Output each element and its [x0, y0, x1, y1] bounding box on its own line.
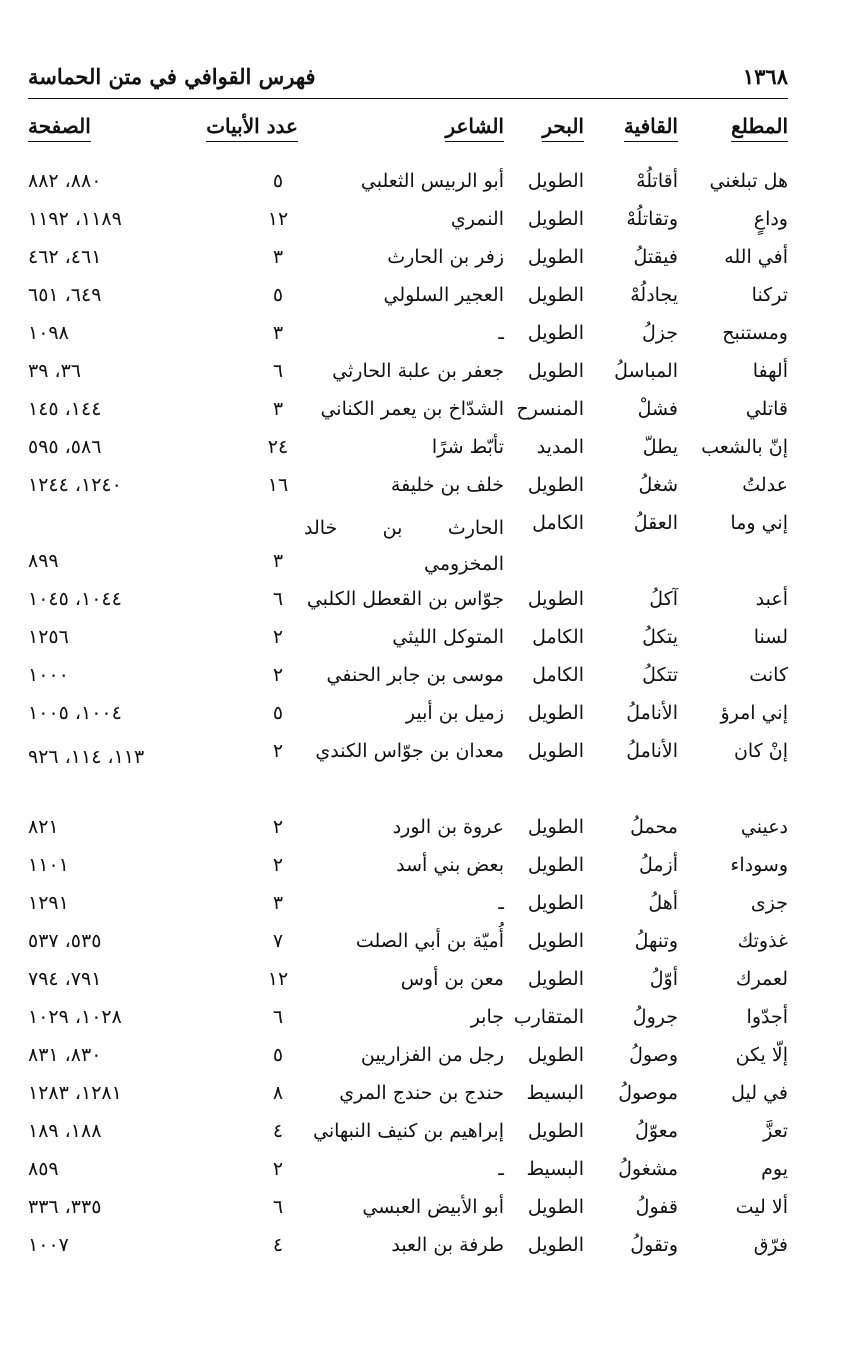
table-row [28, 624, 788, 662]
cell-matla: تعزَّ [763, 1120, 788, 1142]
cell-matla: تركنا [751, 284, 788, 306]
cell-matla: قاتلي [745, 398, 788, 420]
cell-matla: ومستنبح [722, 322, 788, 344]
cell-qafiya: أزملُ [638, 854, 678, 876]
cell-shaer: أبو الربيس الثعلبي [360, 170, 504, 192]
cell-shaer: بعض بني أسد [396, 854, 504, 876]
cell-bahr: الطويل [527, 816, 584, 838]
table-row [28, 396, 788, 434]
cell-bahr: البسيط [526, 1082, 584, 1104]
cell-bahr: الطويل [527, 1234, 584, 1256]
cell-count: ١٢ [267, 968, 289, 990]
cell-matla: إني امرؤ [720, 702, 788, 724]
table-row [28, 1118, 788, 1156]
cell-qafiya: يجادلُهْ [630, 284, 678, 306]
cell-shaer: ـ [498, 892, 504, 914]
cell-matla: غذوتك [737, 930, 788, 952]
cell-page: ٣٦، ٣٩ [28, 360, 82, 382]
cell-matla: هل تبلغني [709, 170, 788, 192]
cell-bahr: المتقارب [513, 1006, 584, 1028]
table-row [28, 472, 788, 510]
cell-bahr: الطويل [527, 588, 584, 610]
cell-count: ٥ [272, 170, 284, 192]
cell-bahr: الطويل [527, 702, 584, 724]
cell-count: ٢ [272, 1158, 284, 1180]
cell-shaer: ـ [498, 1158, 504, 1180]
cell-count: ٣ [272, 550, 284, 572]
cell-count: ٣ [272, 322, 284, 344]
cell-shaer: زفر بن الحارث [387, 246, 504, 268]
cell-matla: إني وما [730, 512, 788, 534]
cell-bahr: الطويل [527, 170, 584, 192]
cell-page: ١٢٨١، ١٢٨٣ [28, 1082, 122, 1104]
table-row [28, 662, 788, 700]
page-number: ١٣٦٨ [742, 64, 788, 89]
cell-bahr: الكامل [532, 626, 584, 648]
cell-shaer: الشدّاخ بن يعمر الكناني [320, 398, 504, 420]
cell-page: ١٢٥٦ [28, 626, 69, 648]
cell-bahr: الكامل [532, 512, 584, 534]
cell-bahr: البسيط [526, 1158, 584, 1180]
cell-count: ٢ [272, 854, 284, 876]
cell-count: ٦ [272, 588, 284, 610]
cell-page: ٤٦١، ٤٦٢ [28, 246, 102, 268]
cell-bahr: الطويل [527, 1044, 584, 1066]
cell-shaer: جوّاس بن القعطل الكلبي [306, 588, 504, 610]
cell-qafiya: وصولُ [629, 1044, 678, 1066]
table-header [28, 114, 788, 150]
cell-count: ٢ [272, 664, 284, 686]
cell-count: ٣ [272, 246, 284, 268]
table-row [28, 1194, 788, 1232]
cell-count: ٥ [272, 284, 284, 306]
table-row [28, 244, 788, 282]
cell-page: ٧٩١، ٧٩٤ [28, 968, 102, 990]
cell-page: ٣٣٥، ٣٣٦ [28, 1196, 102, 1218]
cell-shaer: جابر [470, 1006, 504, 1028]
cell-matla: إنْ كان [733, 740, 788, 762]
cell-count: ٨ [272, 1082, 284, 1104]
cell-shaer: إبراهيم بن كنيف النبهاني [313, 1120, 504, 1142]
cell-page: ١٨٨، ١٨٩ [28, 1120, 102, 1142]
cell-bahr: الطويل [527, 1120, 584, 1142]
cell-qafiya: أهلُ [648, 892, 678, 914]
cell-count: ١٦ [267, 474, 289, 496]
cell-bahr: الطويل [527, 474, 584, 496]
cell-shaer: خلف بن خليفة [390, 474, 504, 496]
cell-count: ٦ [272, 1006, 284, 1028]
cell-bahr: الطويل [527, 968, 584, 990]
table-row [28, 320, 788, 358]
cell-qafiya: وتنهلُ [634, 930, 678, 952]
cell-page: ١٢٤٠، ١٢٤٤ [28, 474, 122, 496]
cell-bahr: الطويل [527, 854, 584, 876]
table-row [28, 1232, 788, 1270]
cell-page: ٨٣٠، ٨٣١ [28, 1044, 102, 1066]
cell-bahr: الطويل [527, 892, 584, 914]
cell-count: ٢ [272, 740, 284, 762]
table-row [28, 1004, 788, 1042]
table-row [28, 434, 788, 472]
cell-bahr: الطويل [527, 1196, 584, 1218]
table-row [28, 282, 788, 320]
cell-page: ١٠٠٤، ١٠٠٥ [28, 702, 122, 724]
cell-shaer: موسى بن جابر الحنفي [326, 664, 504, 686]
cell-matla: عدلتُ [742, 474, 788, 496]
cell-qafiya: جرولُ [632, 1006, 678, 1028]
table-row [28, 700, 788, 738]
cell-count: ٤ [272, 1234, 284, 1256]
cell-count: ٥ [272, 702, 284, 724]
cell-shaer: العجير السلولي [383, 284, 504, 306]
cell-qafiya: مشغولُ [618, 1158, 678, 1180]
cell-qafiya: العقلُ [633, 512, 678, 534]
cell-shaer: تأبّط شرًا [431, 436, 504, 458]
table-row [28, 966, 788, 1004]
column-header-shaer: الشاعر [304, 114, 504, 138]
cell-bahr: الطويل [527, 246, 584, 268]
cell-matla: إنّ بالشعب [701, 436, 788, 458]
cell-qafiya: شغلُ [638, 474, 678, 496]
cell-shaer: حندج بن حندج المري [339, 1082, 504, 1104]
cell-shaer: ـ [498, 322, 504, 344]
cell-qafiya: جزلُ [641, 322, 678, 344]
page-title: فهرس القوافي في متن الحماسة [28, 64, 316, 89]
cell-shaer: زميل بن أبير [405, 702, 504, 724]
cell-count: ٣ [272, 398, 284, 420]
cell-count: ٥ [272, 1044, 284, 1066]
table-row [28, 928, 788, 966]
cell-shaer: أبو الأبيض العبسي [362, 1196, 504, 1218]
cell-count: ٣ [272, 892, 284, 914]
cell-matla: أعبد [755, 588, 788, 610]
cell-qafiya: أوّلُ [649, 968, 678, 990]
column-header-page: الصفحة [28, 114, 192, 138]
table-row [28, 168, 788, 206]
cell-count: ٦ [272, 1196, 284, 1218]
cell-bahr: الطويل [527, 930, 584, 952]
table-row [28, 1156, 788, 1194]
cell-qafiya: وتقاتلُهْ [626, 208, 678, 230]
cell-bahr: الطويل [527, 360, 584, 382]
table-row [28, 852, 788, 890]
cell-shaer: جعفر بن علبة الحارثي [332, 360, 504, 382]
column-header-qafiya: القافية [588, 114, 678, 138]
cell-qafiya: تتكلُ [642, 664, 678, 686]
cell-qafiya: فيقتلُ [633, 246, 678, 268]
table-row [28, 206, 788, 244]
table-row [28, 1042, 788, 1080]
cell-page: ٥٣٥، ٥٣٧ [28, 930, 102, 952]
cell-matla: فرّق [753, 1234, 788, 1256]
cell-count: ٧ [272, 930, 284, 952]
cell-page: ١٠٠٠ [28, 664, 69, 686]
cell-matla: أفي الله [724, 246, 788, 268]
column-header-count: عدد الأبيات [258, 114, 298, 138]
cell-qafiya: الأناملُ [626, 702, 678, 724]
cell-page: ٨٨٠، ٨٨٢ [28, 170, 102, 192]
cell-qafiya: الأناملُ [626, 740, 678, 762]
cell-matla: دعيني [740, 816, 788, 838]
cell-page: ١٠٤٤، ١٠٤٥ [28, 588, 122, 610]
cell-page: ١١٨٩، ١١٩٢ [28, 208, 122, 230]
column-header-bahr: البحر [506, 114, 584, 138]
cell-matla: ألهفا [752, 360, 788, 382]
cell-bahr: المديد [536, 436, 584, 458]
cell-qafiya: المباسلُ [614, 360, 678, 382]
cell-matla: لعمرك [735, 968, 788, 990]
cell-page: ١١٠١ [28, 854, 69, 876]
cell-matla: كانت [749, 664, 788, 686]
cell-shaer: النمري [450, 208, 504, 230]
cell-page: ٨٥٩ [28, 1158, 59, 1180]
cell-qafiya: موصولُ [618, 1082, 678, 1104]
table-row [28, 510, 788, 586]
cell-qafiya: محملُ [630, 816, 678, 838]
cell-shaer: معدان بن جوّاس الكندي [315, 740, 504, 762]
cell-shaer: معن بن أوس [400, 968, 504, 990]
cell-qafiya: معوّلُ [635, 1120, 678, 1142]
cell-page: ٥٨٦، ٥٩٥ [28, 436, 102, 458]
cell-shaer: الحارث بن خالد المخزومي [304, 517, 504, 575]
cell-shaer: أُميّة بن أبي الصلت [355, 930, 504, 952]
cell-shaer: المتوكل الليثي [392, 626, 504, 648]
cell-bahr: الطويل [527, 208, 584, 230]
cell-bahr: المنسرح [516, 398, 584, 420]
cell-page: ١٤٤، ١٤٥ [28, 398, 102, 420]
cell-count: ٦ [272, 360, 284, 382]
running-header [28, 62, 788, 96]
cell-matla: لسنا [753, 626, 788, 648]
cell-matla: وداعٍ [753, 208, 788, 230]
cell-count: ٢ [272, 626, 284, 648]
cell-matla: يوم [761, 1158, 788, 1180]
cell-page: ١٠٢٨، ١٠٢٩ [28, 1006, 122, 1028]
cell-qafiya: يطلّ [642, 436, 678, 458]
cell-qafiya: آكلُ [649, 588, 678, 610]
cell-count: ٢ [272, 816, 284, 838]
table-row [28, 738, 788, 814]
cell-page: ٦٤٩، ٦٥١ [28, 284, 102, 306]
cell-qafiya: وتقولُ [630, 1234, 678, 1256]
cell-count: ١٢ [267, 208, 289, 230]
cell-shaer: رجل من الفزاريين [360, 1044, 504, 1066]
cell-qafiya: فشلْ [637, 398, 678, 420]
cell-count: ٤ [272, 1120, 284, 1142]
cell-qafiya: قفولُ [635, 1196, 678, 1218]
cell-page: ١٠٠٧ [28, 1234, 69, 1256]
cell-page: ١٢٩١ [28, 892, 69, 914]
cell-page: ٨٢١ [28, 816, 59, 838]
cell-bahr: الطويل [527, 740, 584, 762]
cell-matla: أجدّوا [746, 1006, 788, 1028]
table-row [28, 586, 788, 624]
cell-page: ١١٣، ١١٤، ٩٢٦ [28, 746, 145, 768]
table-row [28, 890, 788, 928]
cell-shaer: طرفة بن العبد [391, 1234, 504, 1256]
cell-bahr: الطويل [527, 322, 584, 344]
column-header-matla: المطلع [682, 114, 788, 138]
cell-matla: جزى [750, 892, 788, 914]
header-rule [28, 98, 788, 99]
cell-page: ١٠٩٨ [28, 322, 69, 344]
cell-matla: وسوداء [730, 854, 788, 876]
cell-matla: ألا ليت [735, 1196, 788, 1218]
cell-qafiya: أقاتلُهْ [636, 170, 678, 192]
cell-count: ٢٤ [267, 436, 289, 458]
table-row [28, 1080, 788, 1118]
table-row [28, 358, 788, 396]
cell-page: ٨٩٩ [28, 550, 59, 572]
cell-shaer: عروة بن الورد [392, 816, 504, 838]
cell-matla: إلّا يكن [735, 1044, 788, 1066]
cell-qafiya: يتكلُ [642, 626, 678, 648]
table-row [28, 814, 788, 852]
cell-matla: في ليل [731, 1082, 788, 1104]
cell-bahr: الكامل [532, 664, 584, 686]
cell-bahr: الطويل [527, 284, 584, 306]
